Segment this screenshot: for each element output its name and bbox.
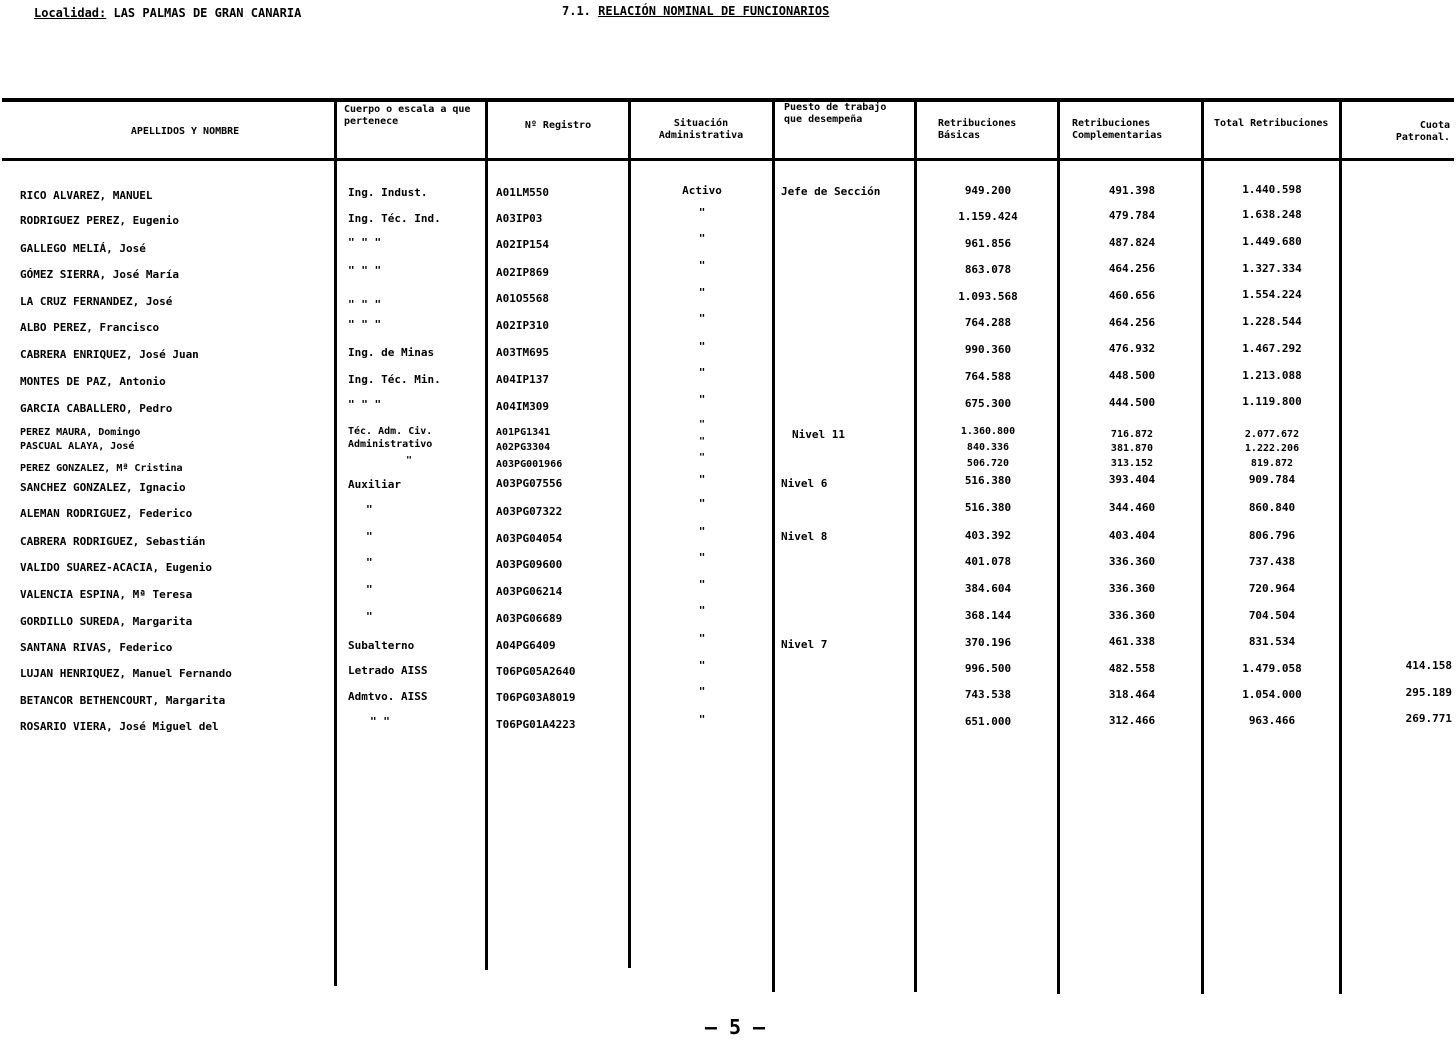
cell-situacion: " (698, 525, 706, 538)
cell-situacion: " (698, 452, 706, 463)
cell-total: 1.638.248 (1242, 208, 1302, 221)
cell-name: VALENCIA ESPINA, Mª Teresa (20, 588, 193, 601)
cell-complementarias: 716.872 (1110, 429, 1154, 440)
cell-total: 720.964 (1248, 582, 1296, 595)
cell-registro: T06PG05A2640 (496, 665, 576, 678)
cell-complementarias: 403.404 (1108, 529, 1156, 542)
cell-complementarias: 461.338 (1108, 635, 1156, 648)
column-header-registro: Nº Registro (524, 120, 592, 131)
cell-total: 1.554.224 (1242, 288, 1302, 301)
cell-basicas: 384.604 (964, 582, 1012, 595)
cell-puesto: Jefe de Sección (781, 185, 881, 198)
cell-situacion: " (698, 578, 706, 591)
cell-registro: A03PG04054 (496, 532, 563, 545)
cell-basicas: 368.144 (964, 609, 1012, 622)
cell-name: GÓMEZ SIERRA, José María (20, 268, 179, 281)
cell-puesto: Nivel 7 (781, 638, 828, 651)
cell-situacion: Activo (682, 184, 722, 197)
cell-cargo: " " " (348, 318, 382, 331)
column-header-puesto: Puesto de trabajo que desempeña (784, 102, 887, 125)
cell-basicas: 764.588 (964, 370, 1012, 383)
cell-total: 1.449.680 (1242, 235, 1302, 248)
table-header-rule (2, 158, 1454, 161)
cell-registro: A04IP137 (496, 373, 549, 386)
column-divider (628, 98, 631, 968)
cell-cargo: Admtvo. AISS (348, 690, 428, 703)
cell-cargo: Administrativo (348, 439, 433, 450)
cell-cargo: Ing. de Minas (348, 346, 435, 359)
cell-total: 1.440.598 (1242, 183, 1302, 196)
column-divider (334, 98, 337, 986)
cell-situacion: " (698, 393, 706, 406)
cell-complementarias: 381.870 (1110, 443, 1154, 454)
column-header-complementarias: Retribuciones Complementarias (1072, 118, 1163, 141)
cell-name: GARCIA CABALLERO, Pedro (20, 402, 173, 415)
column-header-total: Total Retribuciones (1214, 118, 1329, 129)
cell-registro: A03TM695 (496, 346, 549, 359)
cell-situacion: " (698, 206, 706, 219)
cell-name: LUJAN HENRIQUEZ, Manuel Fernando (20, 667, 232, 680)
cell-cargo: " (366, 503, 373, 516)
cell-total: 1.327.334 (1242, 262, 1302, 275)
cell-situacion: " (698, 232, 706, 245)
cell-complementarias: 491.398 (1108, 184, 1156, 197)
column-header-situacion: Situación Administrativa (658, 118, 744, 141)
cell-basicas: 403.392 (964, 529, 1012, 542)
cell-total: 806.796 (1248, 529, 1296, 542)
cell-situacion: " (698, 632, 706, 645)
cell-situacion: " (698, 659, 706, 672)
cell-name: MONTES DE PAZ, Antonio (20, 375, 166, 388)
cell-registro: A03PG06214 (496, 585, 563, 598)
cell-registro: A02PG3304 (496, 442, 551, 453)
cell-registro: A01O5568 (496, 292, 549, 305)
cell-situacion: " (698, 497, 706, 510)
cell-complementarias: 482.558 (1108, 662, 1156, 675)
cell-complementarias: 487.824 (1108, 236, 1156, 249)
cell-cargo: " " " (348, 398, 382, 411)
cell-name: GALLEGO MELIÁ, José (20, 242, 146, 255)
table-top-rule (2, 98, 1454, 102)
cell-registro: T06PG03A8019 (496, 691, 576, 704)
cell-registro: A03IP03 (496, 212, 543, 225)
cell-total: 1.054.000 (1242, 688, 1302, 701)
cell-name: CABRERA ENRIQUEZ, José Juan (20, 348, 199, 361)
cell-total: 1.228.544 (1242, 315, 1302, 328)
cell-registro: A04IM309 (496, 400, 549, 413)
cell-name: PEREZ GONZALEZ, Mª Cristina (20, 463, 183, 474)
cell-registro: A01LM550 (496, 186, 549, 199)
cell-situacion: " (698, 604, 706, 617)
cell-total: 704.504 (1248, 609, 1296, 622)
cell-basicas: 863.078 (964, 263, 1012, 276)
cell-total: 2.077.672 (1244, 429, 1300, 440)
cell-total: 1.479.058 (1242, 662, 1302, 675)
column-divider (914, 98, 917, 992)
cell-basicas: 743.538 (964, 688, 1012, 701)
cell-complementarias: 313.152 (1110, 458, 1154, 469)
cell-complementarias: 448.500 (1108, 369, 1156, 382)
cell-name: CABRERA RODRIGUEZ, Sebastián (20, 535, 206, 548)
cell-basicas: 996.500 (964, 662, 1012, 675)
cell-basicas: 990.360 (964, 343, 1012, 356)
cell-cargo: Ing. Téc. Min. (348, 373, 441, 386)
cell-cargo: Ing. Indust. (348, 186, 428, 199)
column-divider (1057, 98, 1060, 994)
locality-value: LAS PALMAS DE GRAN CANARIA (106, 6, 302, 20)
cell-complementarias: 393.404 (1108, 473, 1156, 486)
cell-cargo: Subalterno (348, 639, 415, 652)
cell-basicas: 516.380 (964, 474, 1012, 487)
cell-total: 831.534 (1248, 635, 1296, 648)
cell-name: RODRIGUEZ PEREZ, Eugenio (20, 214, 179, 227)
cell-registro: A02IP310 (496, 319, 549, 332)
cell-complementarias: 464.256 (1108, 316, 1156, 329)
cell-name: LA CRUZ FERNANDEZ, José (20, 295, 173, 308)
cell-registro: T06PG01A4223 (496, 718, 576, 731)
cell-situacion: " (698, 685, 706, 698)
cell-total: 1.213.088 (1242, 369, 1302, 382)
cell-registro: A03PG09600 (496, 558, 563, 571)
cell-basicas: 840.336 (966, 442, 1010, 453)
cell-situacion: " (698, 312, 706, 325)
cell-name: ALBO PEREZ, Francisco (20, 321, 160, 334)
cell-cargo: Téc. Adm. Civ. (348, 426, 433, 437)
cell-name: VALIDO SUAREZ-ACACIA, Eugenio (20, 561, 213, 574)
cell-total: 860.840 (1248, 501, 1296, 514)
column-divider (485, 98, 488, 970)
cell-cargo: " " " (348, 264, 382, 277)
section-number: 7.1. (562, 4, 599, 18)
cell-basicas: 401.078 (964, 555, 1012, 568)
section-title: RELACIÓN NOMINAL DE FUNCIONARIOS (598, 4, 830, 18)
cell-name: GORDILLO SUREDA, Margarita (20, 615, 193, 628)
column-header-name: APELLIDOS Y NOMBRE (130, 126, 240, 137)
cell-cargo: Letrado AISS (348, 664, 428, 677)
cell-complementarias: 476.932 (1108, 342, 1156, 355)
cell-name: ROSARIO VIERA, José Miguel del (20, 720, 219, 733)
cell-cuota: 414.158 (1405, 659, 1452, 672)
cell-situacion: " (698, 419, 706, 430)
cell-basicas: 370.196 (964, 636, 1012, 649)
cell-basicas: 949.200 (964, 184, 1012, 197)
cell-total: 737.438 (1248, 555, 1296, 568)
cell-cargo: Ing. Téc. Ind. (348, 212, 441, 225)
cell-name: SANTANA RIVAS, Federico (20, 641, 173, 654)
cell-total: 1.467.292 (1242, 342, 1302, 355)
cell-cargo: " (366, 610, 373, 623)
cell-registro: A03PG001966 (496, 459, 563, 470)
cell-basicas: 1.159.424 (958, 210, 1018, 223)
cell-complementarias: 312.466 (1108, 714, 1156, 727)
cell-cargo: " (366, 530, 373, 543)
cell-basicas: 516.380 (964, 501, 1012, 514)
cell-registro: A02IP154 (496, 238, 549, 251)
cell-registro: A03PG07322 (496, 505, 563, 518)
cell-basicas: 675.300 (964, 397, 1012, 410)
cell-situacion: " (698, 366, 706, 379)
cell-cargo: Auxiliar (348, 478, 401, 491)
cell-complementarias: 318.464 (1108, 688, 1156, 701)
cell-cargo: " (366, 556, 373, 569)
cell-registro: A02IP869 (496, 266, 549, 279)
cell-basicas: 1.360.800 (960, 426, 1016, 437)
document-title (562, 4, 829, 18)
cell-basicas: 961.856 (964, 237, 1012, 250)
locality-label: Localidad: (34, 6, 107, 20)
cell-total: 963.466 (1248, 714, 1296, 727)
cell-puesto: Nivel 8 (781, 530, 828, 543)
cell-complementarias: 444.500 (1108, 396, 1156, 409)
cell-registro: A03PG06689 (496, 612, 563, 625)
cell-total: 909.784 (1248, 473, 1296, 486)
page-number: — 5 — (704, 1015, 766, 1039)
cell-cargo: " " (370, 715, 390, 728)
cell-name: RICO ALVAREZ, MANUEL (20, 189, 153, 202)
cell-situacion: " (698, 340, 706, 353)
cell-situacion: " (698, 286, 706, 299)
cell-complementarias: 336.360 (1108, 555, 1156, 568)
cell-complementarias: 460.656 (1108, 289, 1156, 302)
cell-basicas: 764.288 (964, 316, 1012, 329)
column-header-basicas: Retribuciones Básicas (938, 118, 1017, 141)
cell-basicas: 1.093.568 (958, 290, 1018, 303)
cell-registro: A04PG6409 (496, 639, 556, 652)
cell-cuota: 269.771 (1405, 712, 1452, 725)
cell-puesto: Nivel 11 (792, 428, 845, 441)
cell-situacion: " (698, 473, 706, 486)
cell-cargo: " (406, 455, 413, 466)
cell-complementarias: 336.360 (1108, 582, 1156, 595)
cell-puesto: Nivel 6 (781, 477, 828, 490)
cell-complementarias: 479.784 (1108, 209, 1156, 222)
cell-basicas: 506.720 (966, 458, 1010, 469)
cell-situacion: " (698, 551, 706, 564)
cell-name: BETANCOR BETHENCOURT, Margarita (20, 694, 226, 707)
cell-total: 1.222.206 (1244, 443, 1300, 454)
column-divider (1201, 98, 1204, 994)
cell-cargo: " (366, 583, 373, 596)
cell-total: 1.119.800 (1242, 395, 1302, 408)
cell-registro: A01PG1341 (496, 427, 551, 438)
cell-name: ALEMAN RODRIGUEZ, Federico (20, 507, 193, 520)
cell-situacion: " (698, 436, 706, 447)
cell-name: SANCHEZ GONZALEZ, Ignacio (20, 481, 186, 494)
cell-complementarias: 336.360 (1108, 609, 1156, 622)
cell-situacion: " (698, 713, 706, 726)
cell-registro: A03PG07556 (496, 477, 563, 490)
cell-name: PASCUAL ALAYA, José (20, 441, 135, 452)
column-header-cuota: Cuota Patronal. (1395, 120, 1450, 143)
cell-cuota: 295.189 (1405, 686, 1452, 699)
cell-complementarias: 464.256 (1108, 262, 1156, 275)
locality-header (34, 6, 301, 20)
column-header-cargo: Cuerpo o escala a que pertenece (344, 104, 471, 127)
cell-name: PEREZ MAURA, Domingo (20, 427, 141, 438)
column-divider (772, 98, 775, 992)
cell-complementarias: 344.460 (1108, 501, 1156, 514)
cell-basicas: 651.000 (964, 715, 1012, 728)
cell-total: 819.872 (1250, 458, 1294, 469)
column-divider (1339, 98, 1342, 994)
cell-situacion: " (698, 259, 706, 272)
cell-cargo: " " " (348, 236, 382, 249)
cell-cargo: " " " (348, 298, 382, 311)
